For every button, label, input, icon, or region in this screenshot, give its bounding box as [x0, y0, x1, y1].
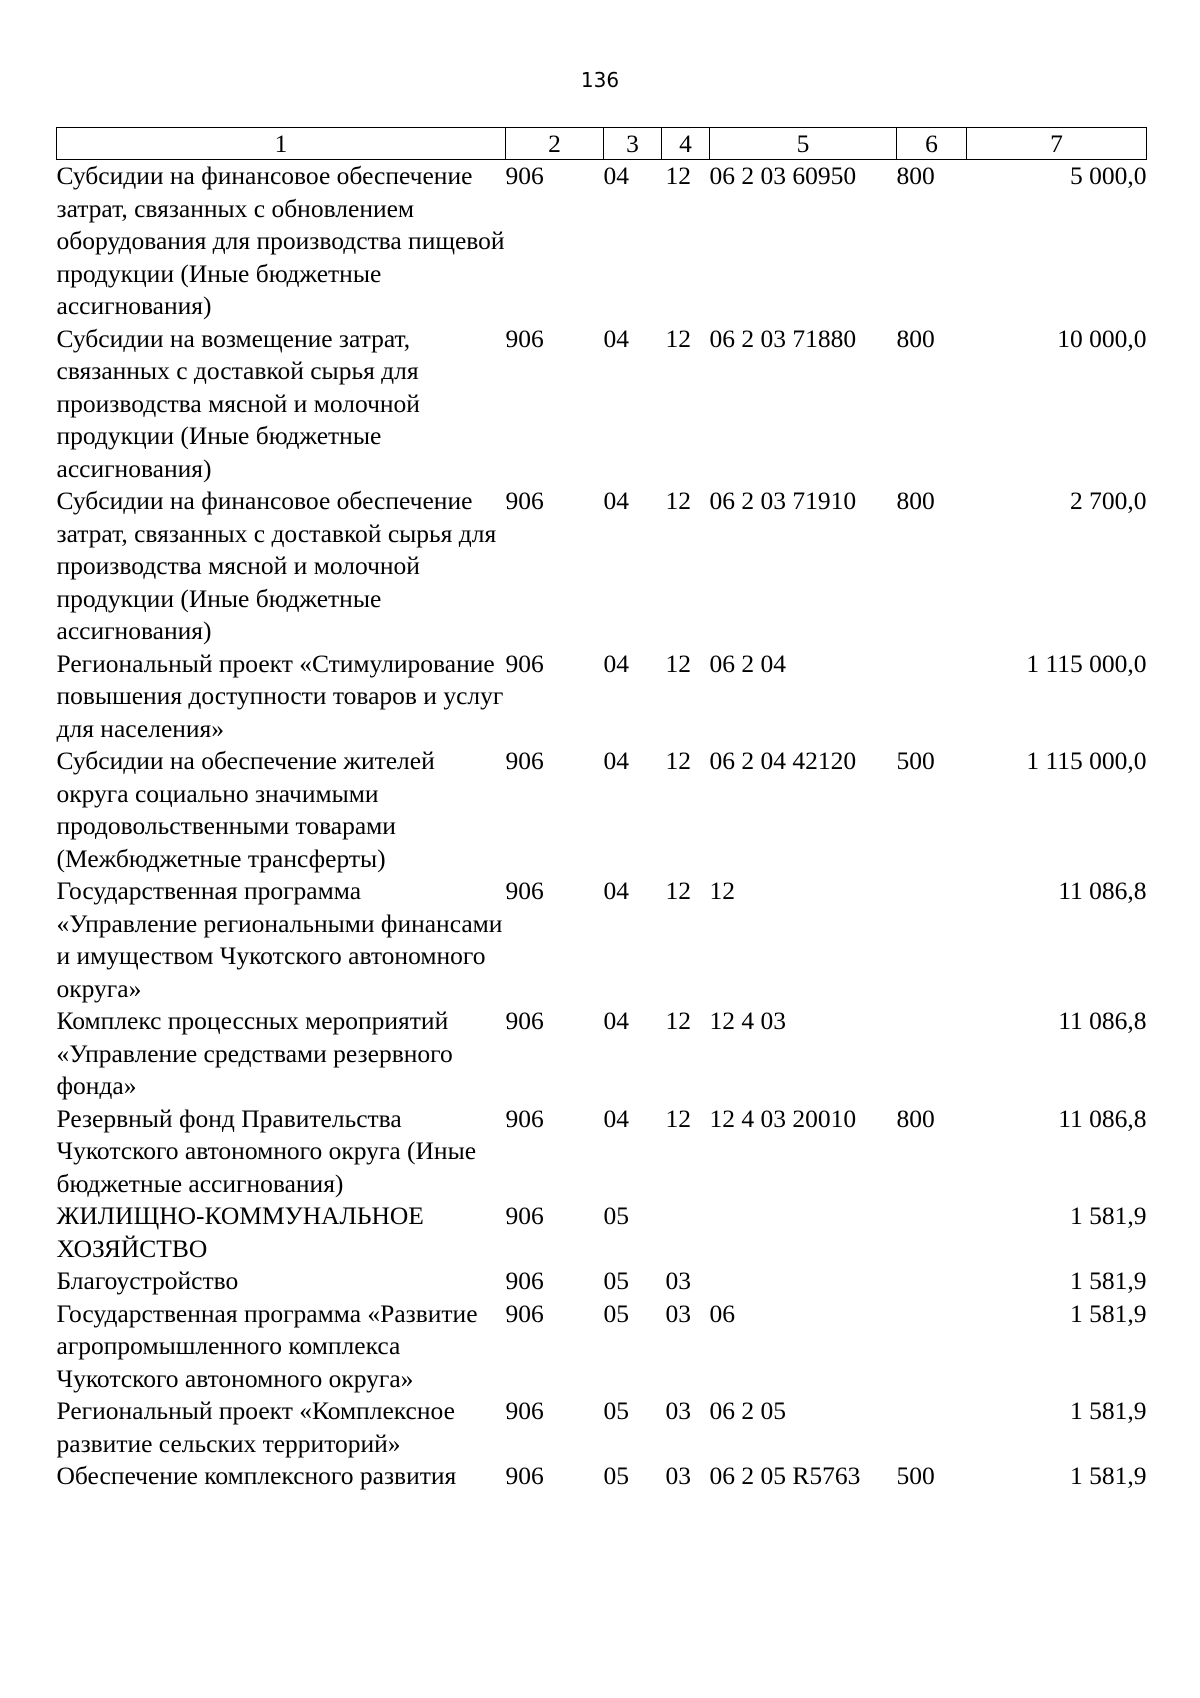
page-number: 136: [580, 68, 620, 92]
table-row: [57, 1005, 1147, 1103]
subsection-code: 12: [665, 746, 691, 775]
admin-code: 906: [505, 876, 544, 905]
table-row: [57, 745, 1147, 875]
target-article-code: 06 2 03 71880: [709, 323, 857, 353]
expense-type-code: 800: [896, 161, 935, 190]
target-article-code: 06 2 05: [709, 1396, 786, 1425]
expense-type-code: 800: [896, 323, 935, 353]
section-code: 05: [603, 1266, 629, 1295]
table-row: [57, 875, 1147, 1005]
target-article-code: 06 2 03 71910: [709, 486, 857, 515]
section-code: 04: [603, 486, 629, 515]
section-code: 05: [603, 1396, 629, 1425]
section-code: 04: [603, 1006, 629, 1035]
expense-type-code: 800: [896, 1103, 935, 1133]
expense-type-code: [897, 1005, 967, 1103]
admin-code: 906: [505, 323, 544, 353]
table-row: [57, 1298, 1147, 1396]
expense-type-code: 500: [896, 1461, 935, 1490]
target-article-code: 06 2 04: [709, 648, 786, 678]
section-code: 04: [603, 1103, 629, 1133]
expense-type-code: 500: [896, 746, 935, 775]
expense-type-code: [897, 648, 967, 746]
amount: 11 086,8: [1058, 1103, 1147, 1133]
admin-code: 906: [505, 1201, 544, 1230]
subsection-code: 12: [665, 648, 691, 678]
expense-type-code: [897, 875, 967, 1005]
item-name: Субсидии на возмещение затрат, связанных с доставкой сырья для производства мясной и молочной продукции (Иные бюджетные ассигнования): [56, 323, 420, 483]
section-code: 04: [603, 323, 629, 353]
amount: 10 000,0: [1057, 323, 1147, 353]
table-row: [57, 1395, 1147, 1460]
admin-code: 906: [505, 1461, 544, 1490]
amount: 11 086,8: [1058, 876, 1147, 905]
header-row: [57, 128, 1147, 160]
target-article-code: [710, 1265, 897, 1298]
expense-type-code: [897, 1200, 967, 1265]
table-row: [57, 160, 1147, 323]
target-article-code: [710, 1200, 897, 1265]
header-col-3: 3: [604, 128, 662, 160]
amount: 1 581,9: [1070, 1266, 1147, 1295]
section-code: 05: [603, 1201, 629, 1230]
subsection-code: 12: [665, 1006, 691, 1035]
section-code: 05: [603, 1461, 629, 1490]
table-row: [57, 485, 1147, 648]
section-code: 05: [603, 1298, 629, 1328]
section-code: 04: [603, 161, 629, 190]
item-name: Комплекс процессных мероприятий «Управление средствами резервного фонда»: [56, 1006, 453, 1100]
amount: 1 581,9: [1070, 1298, 1147, 1328]
amount: 1 581,9: [1070, 1201, 1147, 1230]
header-col-1: 1: [57, 128, 506, 160]
target-article-code: 06 2 05 R5763: [709, 1461, 861, 1490]
header-col-5: 5: [710, 128, 897, 160]
subsection-code: [662, 1200, 710, 1265]
header-col-7: 7: [967, 128, 1147, 160]
item-name: Резервный фонд Правительства Чукотского автономного округа (Иные бюджетные ассигнования): [56, 1103, 477, 1198]
target-article-code: 06 2 04 42120: [709, 746, 857, 775]
header-col-6: 6: [897, 128, 967, 160]
item-name: Субсидии на финансовое обеспечение затрат, связанных с обновлением оборудования для производства пищевой продукции (Иные бюджетные ассигнования): [56, 161, 505, 320]
expense-type-code: 800: [896, 486, 935, 515]
amount: 1 115 000,0: [1026, 746, 1147, 775]
subsection-code: 03: [665, 1396, 691, 1425]
subsection-code: 03: [665, 1461, 691, 1490]
amount: 5 000,0: [1070, 161, 1147, 190]
subsection-code: 03: [665, 1298, 691, 1328]
target-article-code: 12 4 03 20010: [709, 1103, 857, 1133]
subsection-code: 12: [665, 1103, 691, 1133]
table-row: [57, 1460, 1147, 1493]
subsection-code: 12: [665, 876, 691, 905]
subsection-code: 03: [665, 1266, 691, 1295]
amount: 1 581,9: [1070, 1396, 1147, 1425]
item-name: Государственная программа «Управление региональными финансами и имуществом Чукотского автономного округа»: [56, 876, 503, 1003]
table-row: [57, 323, 1147, 486]
admin-code: 906: [505, 161, 544, 190]
table-header: [57, 128, 1147, 160]
item-name: Субсидии на финансовое обеспечение затрат, связанных с доставкой сырья для производства мясной и молочной продукции (Иные бюджетные ассигнования): [56, 486, 497, 645]
target-article-code: 06 2 03 60950: [709, 161, 857, 190]
header-col-4: 4: [662, 128, 710, 160]
item-name: Региональный проект «Комплексное развитие сельских территорий»: [56, 1396, 455, 1458]
subsection-code: 12: [665, 161, 691, 190]
table-row: [57, 1200, 1147, 1265]
amount: 11 086,8: [1058, 1006, 1147, 1035]
subsection-code: 12: [665, 323, 691, 353]
table-body: [57, 160, 1147, 1493]
target-article-code: 12 4 03: [709, 1006, 786, 1035]
amount: 2 700,0: [1070, 486, 1147, 515]
section-code: 04: [603, 876, 629, 905]
item-name: Государственная программа «Развитие агропромышленного комплекса Чукотского автономного округа»: [56, 1298, 478, 1393]
target-article-code: 12: [709, 876, 735, 905]
expense-type-code: [897, 1298, 967, 1396]
amount: 1 581,9: [1070, 1461, 1147, 1490]
target-article-code: 06: [709, 1298, 735, 1328]
admin-code: 906: [505, 1006, 544, 1035]
admin-code: 906: [505, 746, 544, 775]
table-row: [57, 1265, 1147, 1298]
admin-code: 906: [505, 1396, 544, 1425]
item-name: Региональный проект «Стимулирование повышения доступности товаров и услуг для населения»: [56, 648, 504, 743]
subsection-code: 12: [665, 486, 691, 515]
item-name: Обеспечение комплексного развития: [56, 1461, 457, 1490]
admin-code: 906: [505, 1298, 544, 1328]
admin-code: 906: [505, 1103, 544, 1133]
expense-type-code: [897, 1265, 967, 1298]
header-col-2: 2: [506, 128, 604, 160]
admin-code: 906: [505, 648, 544, 678]
section-code: 04: [603, 746, 629, 775]
item-name: ЖИЛИЩНО-КОММУНАЛЬНОЕ ХОЗЯЙСТВО: [56, 1201, 424, 1263]
expense-type-code: [897, 1395, 967, 1460]
section-code: 04: [603, 648, 629, 678]
admin-code: 906: [505, 486, 544, 515]
budget-table: [56, 127, 1147, 1493]
table-row: [57, 648, 1147, 746]
item-name: Субсидии на обеспечение жителей округа социально значимыми продовольственными товарами (Межбюджетные трансферты): [56, 746, 435, 873]
admin-code: 906: [505, 1266, 544, 1295]
item-name: Благоустройство: [56, 1266, 239, 1295]
amount: 1 115 000,0: [1026, 648, 1147, 678]
table-row: [57, 1103, 1147, 1201]
